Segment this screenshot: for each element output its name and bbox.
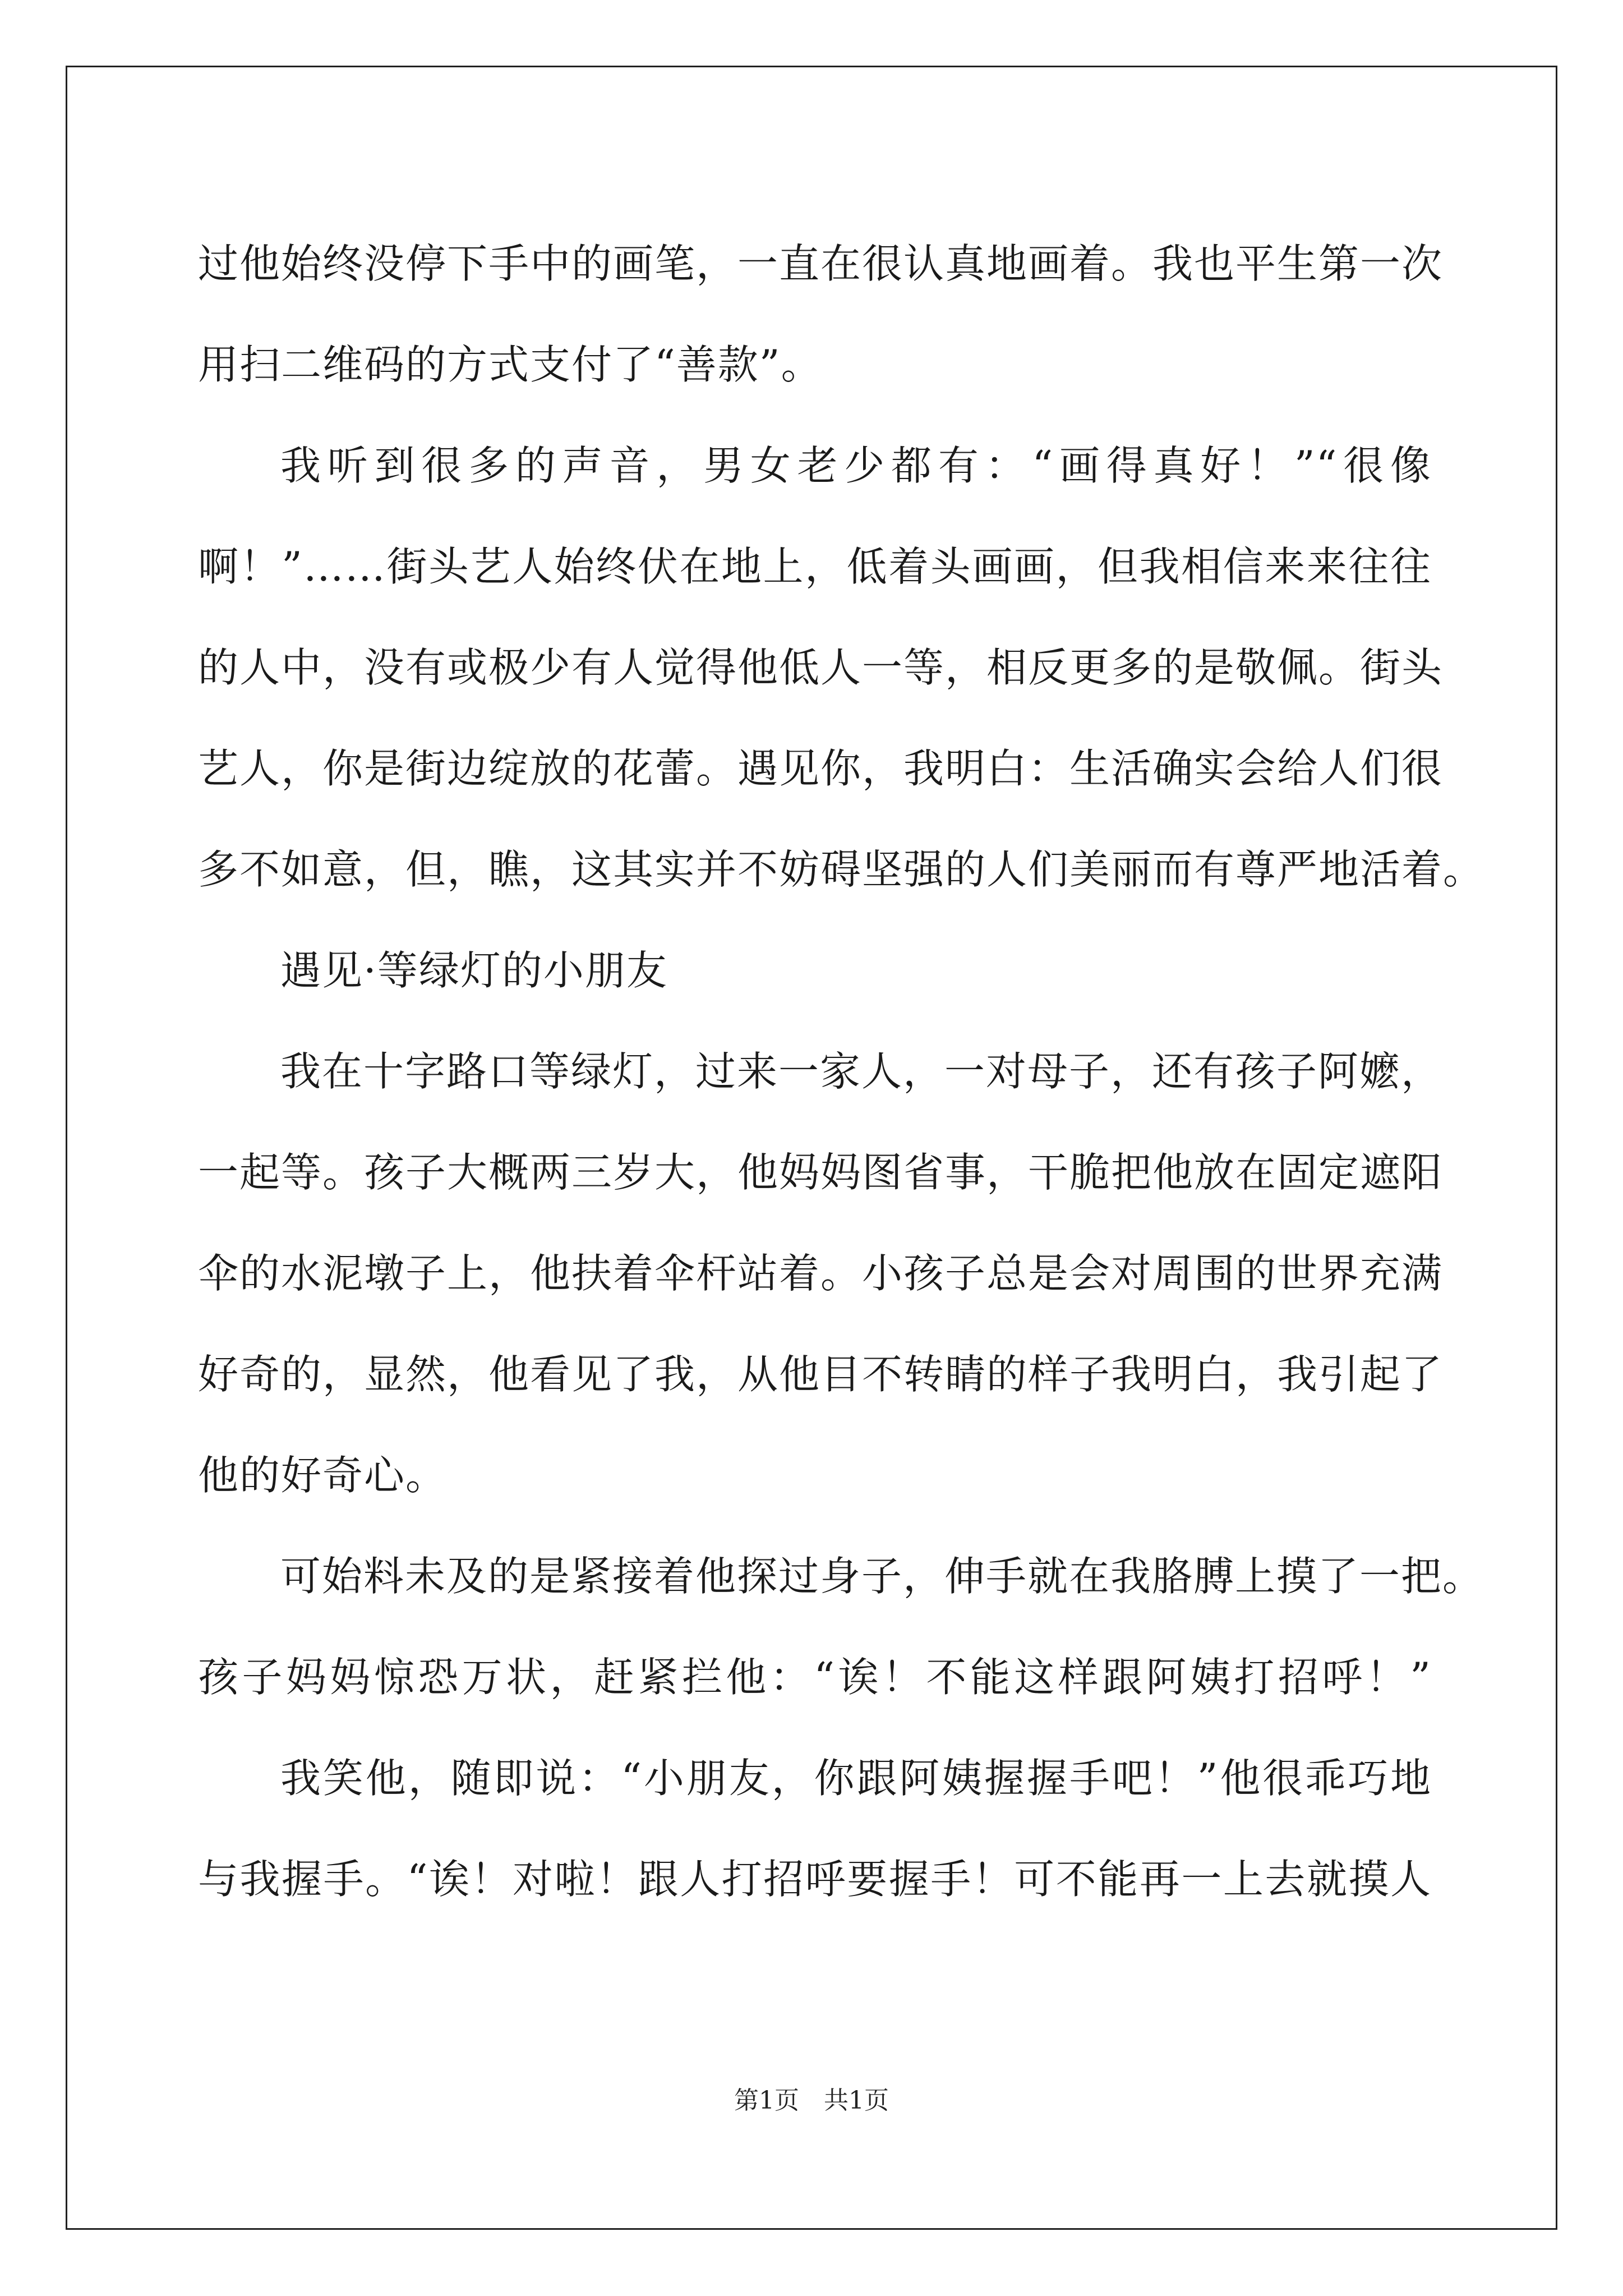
text-line: 伞的水泥墩子上，他扶着伞杆站着。小孩子总是会对周围的世界充满 <box>198 1250 1444 1297</box>
text-line: 多不如意，但，瞧，这其实并不妨碍坚强的人们美丽而有尊严地活着。 <box>198 846 1485 893</box>
text-line: 啊！”……街头艺人始终伏在地上，低着头画画，但我相信来来往往 <box>198 543 1432 590</box>
text-line: 用扫二维码的方式支付了“善款”。 <box>198 341 823 388</box>
text-line: 可始料未及的是紧接着他探过身子，伸手就在我胳膊上摸了一把。 <box>280 1553 1484 1600</box>
text-line: 他的好奇心。 <box>198 1452 448 1499</box>
text-line: 孩子妈妈惊恐万状，赶紧拦他：“诶！不能这样跟阿姨打招呼！” <box>198 1654 1432 1701</box>
text-line: 我笑他，随即说：“小朋友，你跟阿姨握握手吧！”他很乖巧地 <box>280 1755 1432 1802</box>
page-number: 第1页 共1页 <box>734 2086 889 2115</box>
text-line: 一起等。孩子大概两三岁大，他妈妈图省事，干脆把他放在固定遮阳 <box>198 1149 1444 1196</box>
text-line: 艺人，你是街边绽放的花蕾。遇见你，我明白：生活确实会给人们很 <box>198 745 1444 792</box>
text-line: 我在十字路口等绿灯，过来一家人，一对母子，还有孩子阿嬷， <box>280 1048 1443 1095</box>
page-footer <box>0 2084 1623 2118</box>
text-line: 我听到很多的声音，男女老少都有：“画得真好！”“很像 <box>280 442 1432 489</box>
text-line: 好奇的，显然，他看见了我，从他目不转睛的样子我明白，我引起了 <box>198 1351 1444 1398</box>
document-body <box>198 213 1485 1930</box>
text-line: 与我握手。“诶！对啦！跟人打招呼要握手！可不能再一上去就摸人 <box>198 1856 1432 1903</box>
text-line: 过他始终没停下手中的画笔，一直在很认真地画着。我也平生第一次 <box>198 240 1444 287</box>
text-line: 遇见·等绿灯的小朋友 <box>280 947 668 994</box>
text-line: 的人中，没有或极少有人觉得他低人一等，相反更多的是敬佩。街头 <box>198 644 1444 691</box>
